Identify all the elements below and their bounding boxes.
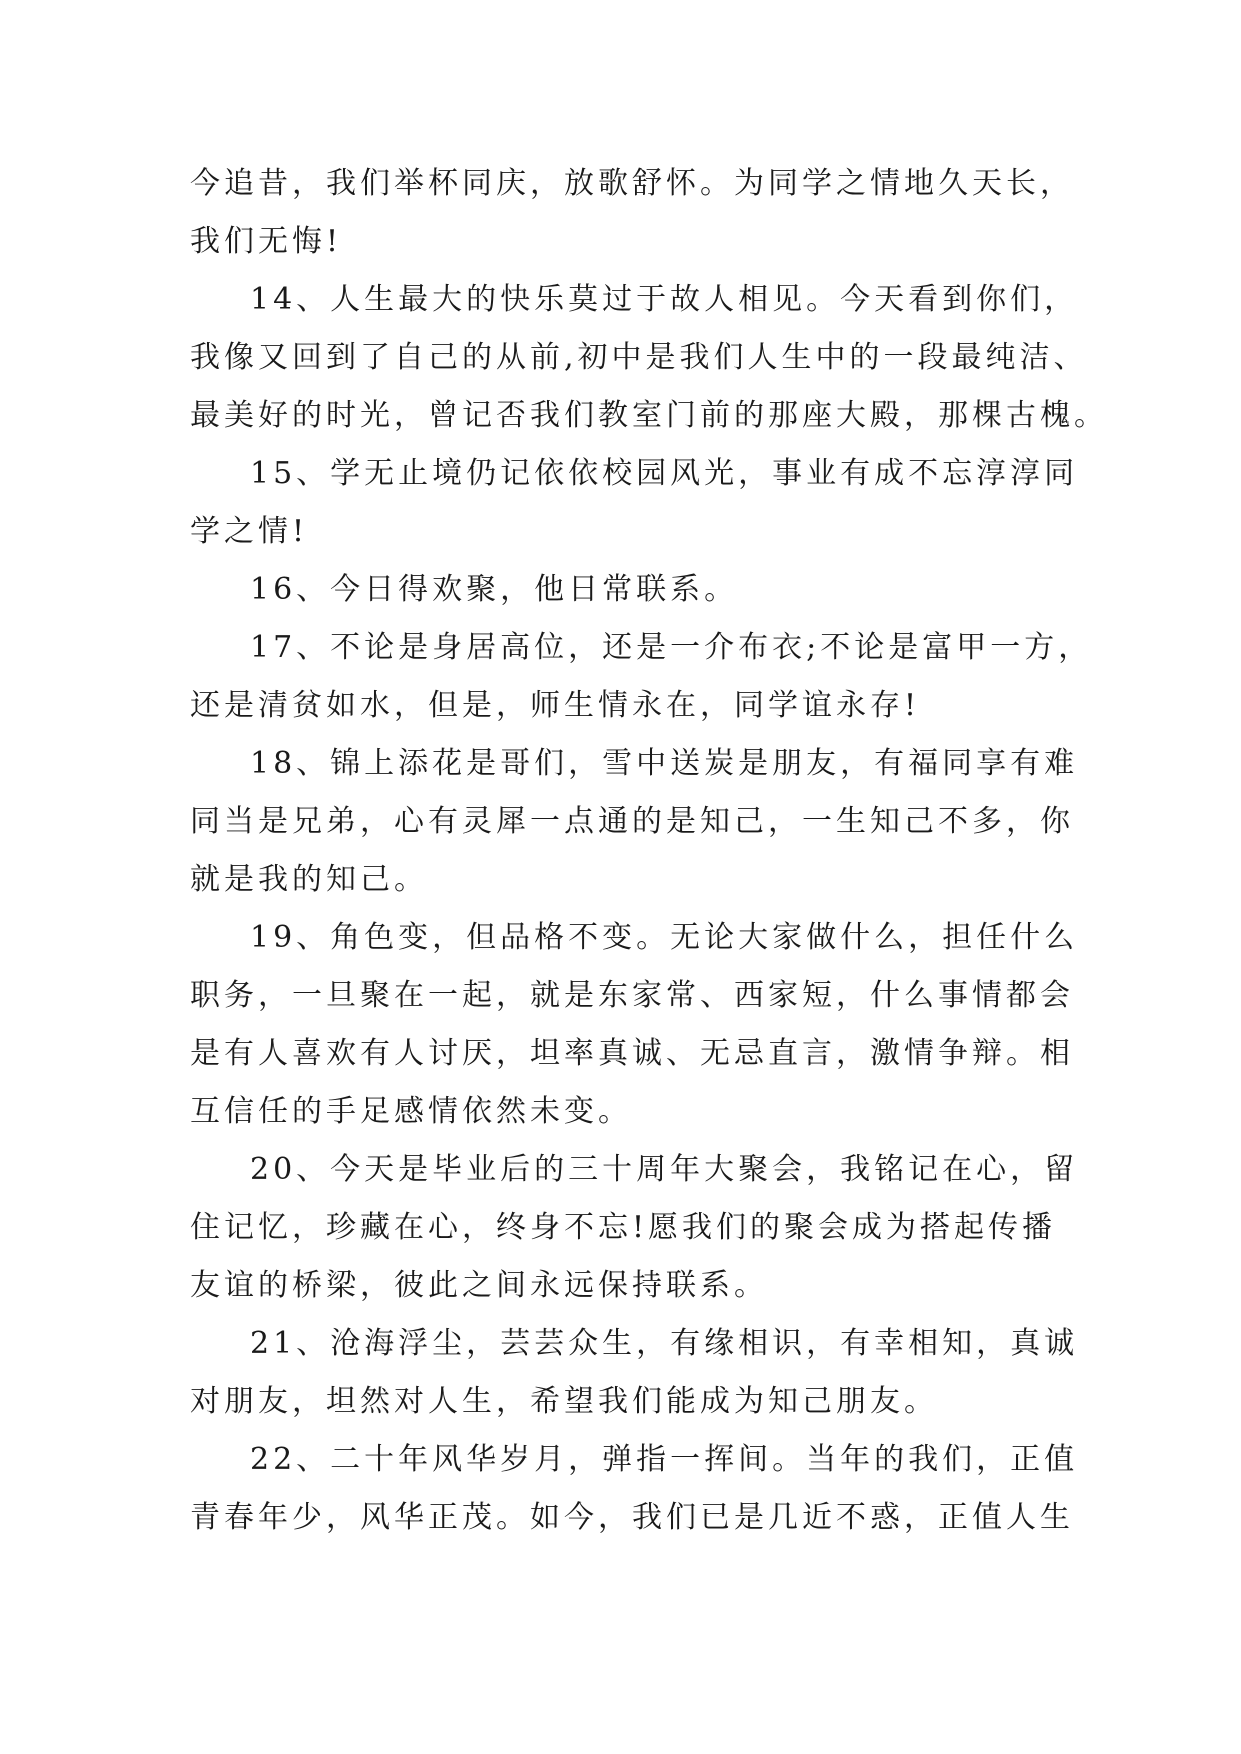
text-line: 16、今日得欢聚，他日常联系。 [250, 572, 739, 607]
text-line: 21、沧海浮尘，芸芸众生，有缘相识，有幸相知，真诚 [250, 1326, 1079, 1361]
paragraph-14 [190, 271, 1108, 445]
paragraph-22 [190, 1431, 1079, 1547]
text-line: 17、不论是身居高位，还是一介布衣;不论是富甲一方， [250, 630, 1093, 665]
text-line: 20、今天是毕业后的三十周年大聚会，我铭记在心，留 [250, 1152, 1079, 1187]
text-line: 22、二十年风华岁月，弹指一挥间。当年的我们，正值 [250, 1442, 1079, 1477]
paragraph-17 [190, 619, 1093, 735]
document-body [190, 155, 1108, 1547]
text-line: 14、人生最大的快乐莫过于故人相见。今天看到你们， [250, 282, 1079, 317]
text-line: 学之情! [190, 514, 309, 549]
text-line: 就是我的知己。 [190, 862, 428, 897]
paragraph-20 [190, 1141, 1079, 1315]
text-line: 19、角色变，但品格不变。无论大家做什么，担任什么 [250, 920, 1079, 955]
text-line: 最美好的时光，曾记否我们教室门前的那座大殿，那棵古槐。 [190, 398, 1108, 433]
paragraph-18 [190, 735, 1079, 909]
paragraph-21 [190, 1315, 1079, 1431]
paragraph-19 [190, 909, 1079, 1141]
text-line: 互信任的手足感情依然未变。 [190, 1094, 632, 1129]
text-line: 15、学无止境仍记依依校园风光，事业有成不忘淳淳同 [250, 456, 1079, 491]
text-line: 是有人喜欢有人讨厌，坦率真诚、无忌直言，激情争辩。相 [190, 1036, 1074, 1071]
text-line: 我像又回到了自己的从前,初中是我们人生中的一段最纯洁、 [190, 340, 1088, 375]
text-line: 还是清贫如水，但是，师生情永在，同学谊永存! [190, 688, 921, 723]
text-line: 我们无悔! [190, 224, 343, 259]
paragraph-13-ending [190, 155, 1074, 271]
text-line: 同当是兄弟，心有灵犀一点通的是知己，一生知己不多，你 [190, 804, 1074, 839]
text-line: 友谊的桥梁，彼此之间永远保持联系。 [190, 1268, 768, 1303]
text-line: 对朋友，坦然对人生，希望我们能成为知己朋友。 [190, 1384, 938, 1419]
text-line: 职务，一旦聚在一起，就是东家常、西家短，什么事情都会 [190, 978, 1074, 1013]
paragraph-16 [190, 561, 1070, 619]
text-line: 18、锦上添花是哥们，雪中送炭是朋友，有福同享有难 [250, 746, 1079, 781]
text-line: 住记忆，珍藏在心，终身不忘!愿我们的聚会成为搭起传播 [190, 1210, 1057, 1245]
text-line: 青春年少，风华正茂。如今，我们已是几近不惑，正值人生 [190, 1500, 1074, 1535]
paragraph-15 [190, 445, 1079, 561]
text-line: 今追昔，我们举杯同庆，放歌舒怀。为同学之情地久天长， [190, 166, 1074, 201]
